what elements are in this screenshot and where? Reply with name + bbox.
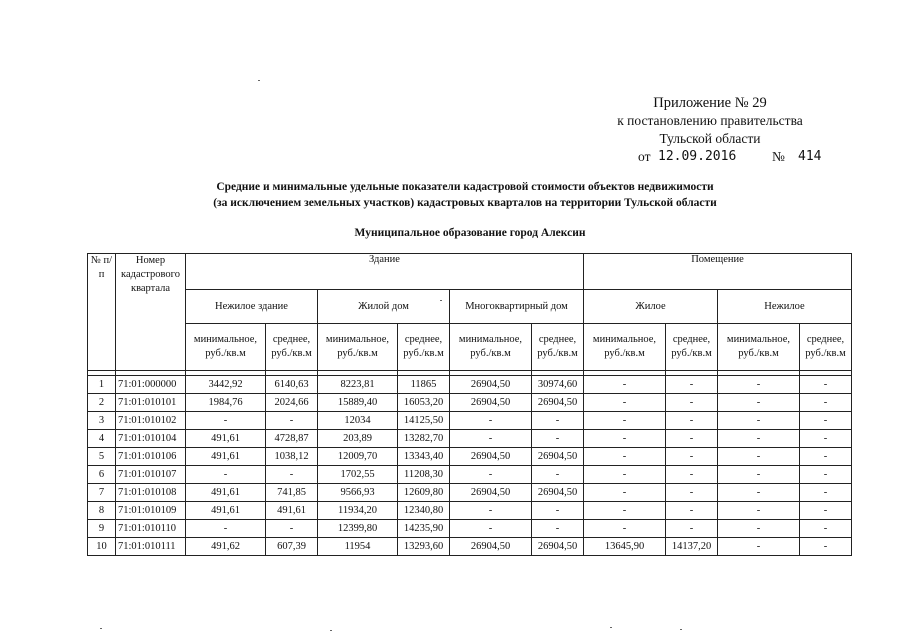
- res-premises-avg: -: [666, 502, 718, 520]
- title-line-1: Средние и минимальные удельные показатели кадастровой стоимости объектов недвижимости: [216, 181, 714, 193]
- res-premises-min: -: [584, 466, 666, 484]
- nonres-premises-avg: -: [800, 394, 852, 412]
- cadastral-number: 71:01:010109: [116, 502, 186, 520]
- row-number: 2: [88, 394, 116, 412]
- res-premises-avg: -: [666, 448, 718, 466]
- nonres-premises-avg: -: [800, 412, 852, 430]
- nonres-premises-min: -: [718, 484, 800, 502]
- res-house-min: 11934,20: [318, 502, 398, 520]
- res-premises-avg: 14137,20: [666, 538, 718, 556]
- nonres-premises-min: -: [718, 376, 800, 394]
- header-min: минимальное, руб./кв.м: [450, 324, 532, 371]
- header-min: минимальное, руб./кв.м: [318, 324, 398, 371]
- nonres-premises-avg: -: [800, 448, 852, 466]
- res-house-avg: 12340,80: [398, 502, 450, 520]
- apartment-avg: -: [532, 520, 584, 538]
- table-row: [88, 412, 852, 430]
- nonres-building-avg: 4728,87: [266, 430, 318, 448]
- nonres-premises-min: -: [718, 520, 800, 538]
- cadastral-number: 71:01:000000: [116, 376, 186, 394]
- res-premises-avg: -: [666, 394, 718, 412]
- nonres-building-min: -: [186, 466, 266, 484]
- cadastral-number: 71:01:010110: [116, 520, 186, 538]
- nonres-premises-avg: -: [800, 376, 852, 394]
- nonres-building-min: 491,61: [186, 430, 266, 448]
- nonres-building-min: -: [186, 520, 266, 538]
- row-number: 5: [88, 448, 116, 466]
- nonres-building-min: 491,61: [186, 484, 266, 502]
- res-premises-avg: -: [666, 412, 718, 430]
- res-premises-avg: -: [666, 376, 718, 394]
- cadastral-number: 71:01:010107: [116, 466, 186, 484]
- resolution-number: 414: [798, 149, 822, 164]
- nonres-building-min: -: [186, 412, 266, 430]
- nonres-building-avg: 491,61: [266, 502, 318, 520]
- header-nonresidential-premises: Нежилое: [718, 290, 852, 324]
- nonres-premises-avg: -: [800, 466, 852, 484]
- scan-speck: [330, 630, 332, 631]
- nonres-building-min: 1984,76: [186, 394, 266, 412]
- header-nonresidential-building: Нежилое здание: [186, 290, 318, 324]
- header-min: минимальное, руб./кв.м: [584, 324, 666, 371]
- nonres-premises-avg: -: [800, 484, 852, 502]
- nonres-building-avg: 741,85: [266, 484, 318, 502]
- nonres-premises-min: -: [718, 502, 800, 520]
- header-residential-house: Жилой дом: [318, 290, 450, 324]
- res-premises-min: -: [584, 484, 666, 502]
- apartment-avg: 26904,50: [532, 484, 584, 502]
- res-house-avg: 14235,90: [398, 520, 450, 538]
- res-house-min: 12034: [318, 412, 398, 430]
- document-title: [180, 179, 750, 211]
- row-number: 8: [88, 502, 116, 520]
- row-number: 7: [88, 484, 116, 502]
- res-house-min: 8223,81: [318, 376, 398, 394]
- scan-speck: [440, 300, 442, 301]
- apartment-min: 26904,50: [450, 484, 532, 502]
- nonres-premises-min: -: [718, 394, 800, 412]
- nonres-premises-avg: -: [800, 520, 852, 538]
- cadastral-number: 71:01:010108: [116, 484, 186, 502]
- header-building: Здание: [186, 254, 584, 290]
- apartment-min: -: [450, 430, 532, 448]
- nonres-building-avg: -: [266, 412, 318, 430]
- apartment-min: 26904,50: [450, 538, 532, 556]
- header-residential-premises: Жилое: [584, 290, 718, 324]
- cadastral-value-table: [87, 253, 852, 556]
- apartment-avg: 26904,50: [532, 538, 584, 556]
- header-avg: среднее, руб./кв.м: [398, 324, 450, 371]
- number-sign: №: [772, 149, 785, 164]
- scan-speck: [100, 628, 102, 629]
- appendix-date-line: [560, 148, 860, 166]
- nonres-premises-avg: -: [800, 538, 852, 556]
- row-number: 10: [88, 538, 116, 556]
- nonres-building-min: 491,62: [186, 538, 266, 556]
- res-premises-min: -: [584, 520, 666, 538]
- res-house-avg: 11208,30: [398, 466, 450, 484]
- scan-speck: [610, 627, 612, 628]
- table-row: [88, 538, 852, 556]
- apartment-min: 26904,50: [450, 376, 532, 394]
- res-premises-avg: -: [666, 484, 718, 502]
- appendix-header: [560, 94, 860, 166]
- header-min: минимальное, руб./кв.м: [718, 324, 800, 371]
- cadastral-number: 71:01:010111: [116, 538, 186, 556]
- apartment-avg: -: [532, 502, 584, 520]
- res-house-min: 9566,93: [318, 484, 398, 502]
- nonres-building-min: 491,61: [186, 448, 266, 466]
- header-avg: среднее, руб./кв.м: [666, 324, 718, 371]
- header-avg: среднее, руб./кв.м: [532, 324, 584, 371]
- res-house-min: 1702,55: [318, 466, 398, 484]
- municipality-heading: Муниципальное образование город Алексин: [354, 227, 586, 239]
- header-avg: среднее, руб./кв.м: [800, 324, 852, 371]
- nonres-building-avg: -: [266, 520, 318, 538]
- row-number: 1: [88, 376, 116, 394]
- nonres-building-avg: 2024,66: [266, 394, 318, 412]
- nonres-building-avg: -: [266, 466, 318, 484]
- res-house-min: 11954: [318, 538, 398, 556]
- cadastral-number: 71:01:010106: [116, 448, 186, 466]
- nonres-premises-min: -: [718, 538, 800, 556]
- nonres-premises-avg: -: [800, 502, 852, 520]
- resolution-date: 12.09.2016: [658, 149, 737, 164]
- apartment-avg: 30974,60: [532, 376, 584, 394]
- res-house-avg: 11865: [398, 376, 450, 394]
- appendix-resolution: к постановлению правительства: [617, 113, 803, 128]
- res-premises-min: -: [584, 376, 666, 394]
- res-premises-avg: -: [666, 430, 718, 448]
- cadastral-number: 71:01:010101: [116, 394, 186, 412]
- nonres-premises-min: -: [718, 448, 800, 466]
- row-number: 3: [88, 412, 116, 430]
- table-row: [88, 448, 852, 466]
- apartment-min: -: [450, 412, 532, 430]
- apartment-avg: -: [532, 430, 584, 448]
- apartment-avg: 26904,50: [532, 448, 584, 466]
- row-number: 6: [88, 466, 116, 484]
- nonres-premises-min: -: [718, 466, 800, 484]
- nonres-building-min: 3442,92: [186, 376, 266, 394]
- res-premises-min: 13645,90: [584, 538, 666, 556]
- res-house-min: 15889,40: [318, 394, 398, 412]
- header-no: № п/п: [88, 254, 116, 371]
- res-premises-min: -: [584, 502, 666, 520]
- header-apartment-building: Многоквартирный дом: [450, 290, 584, 324]
- apartment-min: -: [450, 466, 532, 484]
- cadastral-number: 71:01:010104: [116, 430, 186, 448]
- nonres-building-min: 491,61: [186, 502, 266, 520]
- appendix-number: Приложение № 29: [653, 95, 767, 111]
- res-house-avg: 13282,70: [398, 430, 450, 448]
- nonres-premises-min: -: [718, 430, 800, 448]
- table-row: [88, 466, 852, 484]
- header-premises: Помещение: [584, 254, 852, 290]
- res-premises-min: -: [584, 448, 666, 466]
- apartment-min: 26904,50: [450, 394, 532, 412]
- nonres-building-avg: 6140,63: [266, 376, 318, 394]
- apartment-avg: 26904,50: [532, 394, 584, 412]
- scan-speck: [258, 80, 260, 81]
- res-house-min: 12399,80: [318, 520, 398, 538]
- res-premises-min: -: [584, 430, 666, 448]
- apartment-min: 26904,50: [450, 448, 532, 466]
- res-house-avg: 13293,60: [398, 538, 450, 556]
- scan-speck: [680, 629, 682, 630]
- appendix-region: Тульской области: [659, 131, 761, 146]
- table-row: [88, 520, 852, 538]
- row-number: 9: [88, 520, 116, 538]
- row-number: 4: [88, 430, 116, 448]
- res-premises-avg: -: [666, 466, 718, 484]
- table-row: [88, 430, 852, 448]
- res-premises-min: -: [584, 394, 666, 412]
- header-cadastral-number: Номер кадастрового квартала: [116, 254, 186, 371]
- res-house-min: 203,89: [318, 430, 398, 448]
- res-house-avg: 13343,40: [398, 448, 450, 466]
- res-premises-avg: -: [666, 520, 718, 538]
- apartment-avg: -: [532, 412, 584, 430]
- nonres-premises-min: -: [718, 412, 800, 430]
- nonres-building-avg: 1038,12: [266, 448, 318, 466]
- res-house-avg: 16053,20: [398, 394, 450, 412]
- header-min: минимальное, руб./кв.м: [186, 324, 266, 371]
- apartment-avg: -: [532, 466, 584, 484]
- res-house-min: 12009,70: [318, 448, 398, 466]
- res-house-avg: 12609,80: [398, 484, 450, 502]
- title-line-2: (за исключением земельных участков) кадастровых кварталов на территории Тульской области: [213, 197, 717, 209]
- nonres-premises-avg: -: [800, 430, 852, 448]
- cadastral-number: 71:01:010102: [116, 412, 186, 430]
- nonres-building-avg: 607,39: [266, 538, 318, 556]
- table-row: [88, 376, 852, 394]
- table-row: [88, 484, 852, 502]
- date-prefix: от: [638, 149, 651, 164]
- apartment-min: -: [450, 520, 532, 538]
- table-row: [88, 394, 852, 412]
- res-premises-min: -: [584, 412, 666, 430]
- header-avg: среднее, руб./кв.м: [266, 324, 318, 371]
- table-row: [88, 502, 852, 520]
- res-house-avg: 14125,50: [398, 412, 450, 430]
- apartment-min: -: [450, 502, 532, 520]
